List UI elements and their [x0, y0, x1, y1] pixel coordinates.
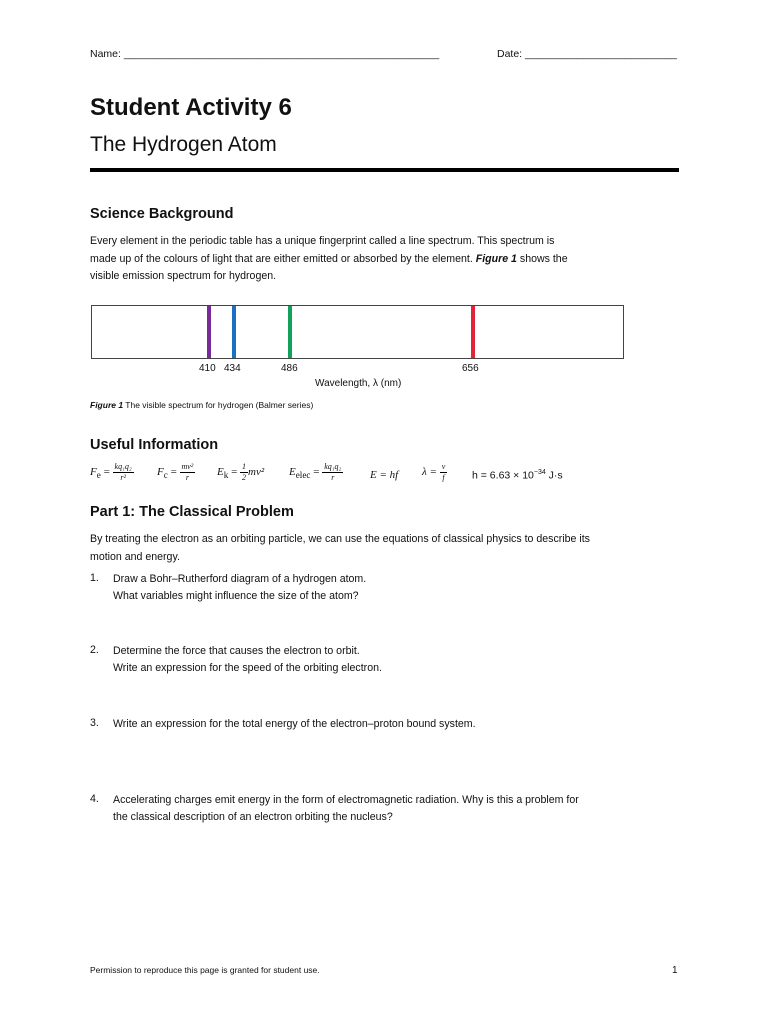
- spectral-line-486: [288, 306, 292, 358]
- numerator: v: [441, 462, 446, 471]
- numerator: 1: [242, 462, 247, 471]
- page-number: 1: [672, 965, 678, 976]
- question-4: [113, 792, 673, 826]
- figure-reference: Figure 1: [475, 252, 517, 265]
- axis-label: Wavelength, λ (nm): [315, 378, 402, 389]
- question-2: [113, 643, 643, 677]
- title-rule: [90, 168, 679, 172]
- paragraph-line: visible emission spectrum for hydrogen.: [90, 270, 277, 282]
- paragraph-line: By treating the electron as an orbiting particle, we can use the equations of classical physics to describe its: [90, 533, 590, 545]
- planck-unit: J·s: [545, 469, 563, 482]
- denominator: r: [331, 473, 335, 482]
- question-number: 4.: [90, 793, 99, 805]
- tick-label: 486: [281, 363, 298, 374]
- spectral-line-656: [471, 306, 475, 358]
- figure-caption: [90, 400, 313, 410]
- fraction: [240, 462, 248, 483]
- paragraph-text: shows the: [516, 252, 568, 265]
- fraction: [113, 462, 134, 483]
- symbol: E: [217, 466, 224, 479]
- denominator: r: [185, 473, 189, 482]
- fraction: [440, 462, 448, 483]
- caption-label: Figure 1: [90, 400, 124, 410]
- paragraph-line: Every element in the periodic table has a unique fingerprint called a line spectrum. This spectrum is: [90, 235, 555, 247]
- question-1: [113, 571, 643, 605]
- centripetal-force-equation: $F_c$ = $\frac{\text{mv²}}{r}$: [157, 462, 194, 482]
- subscript: k: [223, 470, 229, 481]
- symbol: F: [90, 466, 97, 479]
- question-line: Write an expression for the speed of the orbiting electron.: [113, 662, 382, 674]
- numerator: kq₁q₂: [324, 462, 342, 471]
- subscript: c: [163, 470, 168, 481]
- electric-energy-equation: $E_{elec}$ = $\frac{\text{kq₁q₂}}{r}$: [289, 462, 342, 482]
- question-number: 2.: [90, 644, 99, 656]
- spectral-line-410: [207, 306, 211, 358]
- date-field-label: Date: __________________________: [497, 48, 677, 60]
- wave-equation: [422, 462, 447, 483]
- spectral-line-434: [232, 306, 236, 358]
- tick-label: 656: [462, 363, 479, 374]
- question-line: Accelerating charges emit energy in the form of electromagnetic radiation. Why is this a problem for: [113, 794, 579, 806]
- numerator: kq₁q₂: [114, 462, 132, 471]
- part1-intro: [90, 531, 670, 566]
- caption-text: The visible spectrum for hydrogen (Balmer series): [123, 400, 314, 410]
- page-title: Student Activity 6: [90, 94, 292, 121]
- question-number: 3.: [90, 717, 99, 729]
- numerator: mv²: [181, 462, 194, 471]
- symbol: F: [157, 466, 164, 479]
- expression: mv²: [248, 466, 265, 479]
- subscript: e: [96, 470, 101, 481]
- planck-constant: [472, 469, 563, 482]
- page-subtitle: The Hydrogen Atom: [90, 133, 277, 156]
- science-background-paragraph: [90, 233, 650, 286]
- name-field-label: Name: ______________________________________________________: [90, 48, 440, 60]
- question-3: [113, 716, 643, 733]
- planck-exponent: −34: [533, 469, 546, 476]
- planck-value: h = 6.63 × 10: [472, 469, 534, 482]
- part1-heading: Part 1: The Classical Problem: [90, 504, 294, 520]
- question-line: the classical description of an electron orbiting the nucleus?: [113, 811, 393, 823]
- subscript: elec: [295, 470, 311, 481]
- symbol: λ =: [422, 466, 437, 479]
- paragraph-line: motion and energy.: [90, 550, 180, 563]
- fraction: [322, 462, 343, 483]
- photon-energy-equation: E = hf: [370, 469, 399, 481]
- useful-information-heading: Useful Information: [90, 437, 219, 453]
- paragraph-line: [90, 251, 650, 269]
- question-line: Determine the force that causes the electron to orbit.: [113, 645, 360, 657]
- symbol: E: [289, 466, 296, 479]
- denominator: r²: [120, 473, 126, 482]
- permission-footer: Permission to reproduce this page is granted for student use.: [90, 965, 320, 975]
- question-line: Write an expression for the total energy of the electron–proton bound system.: [113, 718, 476, 730]
- spectrum-figure: [91, 305, 624, 359]
- question-number: 1.: [90, 572, 99, 584]
- equations-row: [0, 462, 768, 492]
- question-line: What variables might influence the size of the atom?: [113, 590, 359, 602]
- denominator: 2: [242, 473, 247, 482]
- tick-label: 434: [224, 363, 241, 374]
- tick-label: 410: [199, 363, 216, 374]
- kinetic-energy-equation: $E_k$ = $\frac{1}{2}$ mv²: [217, 462, 265, 482]
- question-line: Draw a Bohr–Rutherford diagram of a hydrogen atom.: [113, 573, 367, 585]
- paragraph-text: made up of the colours of light that are either emitted or absorbed by the element.: [90, 252, 473, 265]
- coulomb-force-equation: $F_e$ = $\frac{\text{kq₁q₂}}{\text{r²}}$: [90, 462, 132, 482]
- fraction: [180, 462, 196, 483]
- science-background-heading: Science Background: [90, 206, 234, 222]
- denominator: f: [442, 473, 445, 482]
